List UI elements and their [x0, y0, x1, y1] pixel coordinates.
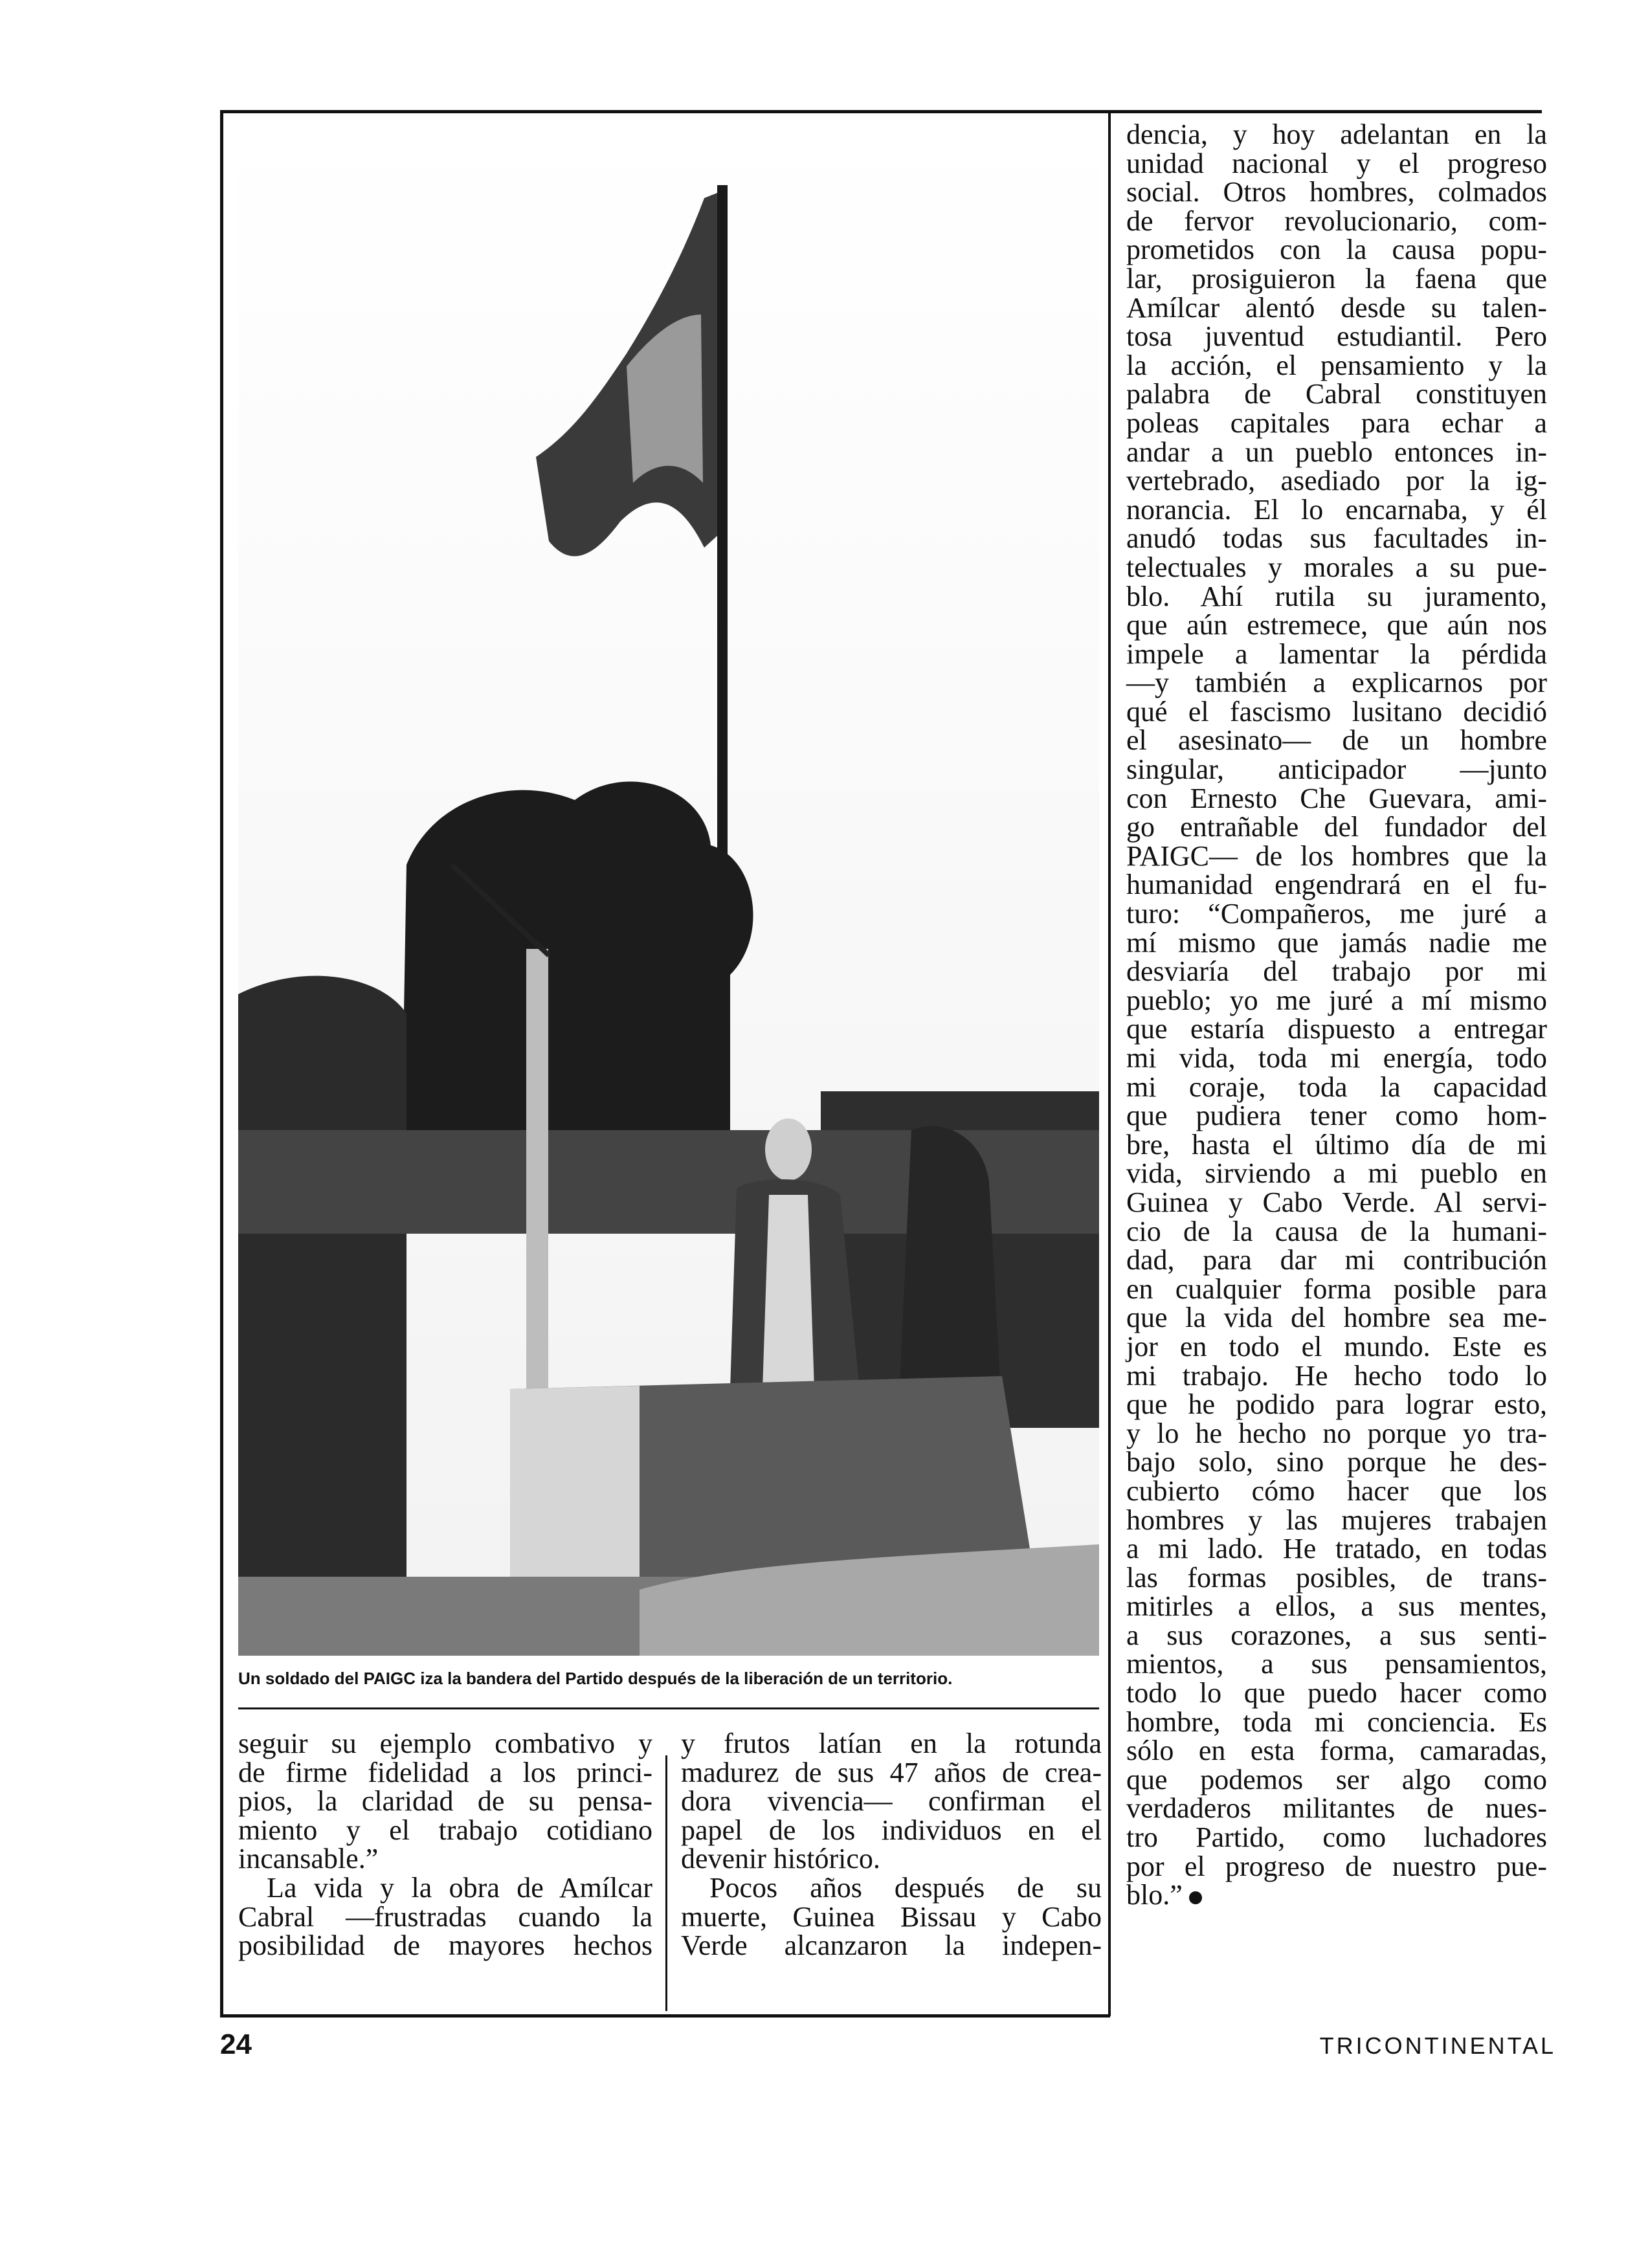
text-line: vida, sirviendo a mi pueblo en	[1126, 1157, 1547, 1190]
text-line: que pudiera tener como hom-	[1126, 1100, 1547, 1132]
text-line: poleas capitales para echar a	[1126, 406, 1547, 439]
text-line: con Ernesto Che Guevara, ami-	[1126, 782, 1547, 814]
text-line: blo. Ahí rutila su juramento,	[1126, 580, 1547, 612]
column-divider-right	[1108, 110, 1111, 2016]
text-line: bajo solo, sino porque he des-	[1126, 1446, 1547, 1478]
text-line: prometidos con la causa popu-	[1126, 234, 1547, 266]
text-line: singular, anticipador —junto	[1126, 753, 1547, 786]
text-line: mí mismo que jamás nadie me	[1126, 926, 1547, 959]
bottom-rule	[220, 2014, 1110, 2018]
text-line-final	[1126, 1881, 1547, 1910]
text-line: de fervor revolucionario, com-	[1126, 205, 1547, 237]
text-line: jor en todo el mundo. Este es	[1126, 1330, 1547, 1362]
text-line: muerte, Guinea Bissau y Cabo	[681, 1900, 1102, 1933]
text-line: La vida y la obra de Amílcar	[267, 1871, 652, 1904]
page-number: 24	[220, 2029, 252, 2060]
text-line: PAIGC— de los hombres que la	[1126, 839, 1547, 872]
text-line: por el progreso de nuestro pue-	[1126, 1850, 1547, 1882]
text-line: lar, prosiguieron la faena que	[1126, 262, 1547, 295]
text-line: Amílcar alentó desde su talen-	[1126, 291, 1547, 324]
text-line: todo lo que puedo hacer como	[1126, 1677, 1547, 1709]
text-line: tro Partido, como luchadores	[1126, 1821, 1547, 1854]
magazine-name: TRICONTINENTAL	[1319, 2032, 1556, 2059]
text-line: —y también a explicarnos por	[1126, 667, 1547, 699]
flag-raising-photo	[238, 120, 1099, 1656]
text-line: Guinea y Cabo Verde. Al servi-	[1126, 1186, 1547, 1218]
bottom-left-paragraph	[238, 1729, 652, 1961]
photo-illustration	[238, 120, 1099, 1656]
text-line: y frutos latían en la rotunda	[681, 1728, 1102, 1759]
text-line: cubierto cómo hacer que los	[1126, 1474, 1547, 1507]
text-line: que estaría dispuesto a entregar	[1126, 1013, 1547, 1045]
text-line: Verde alcanzaron la indepen-	[681, 1929, 1102, 1962]
text-line: hombres y las mujeres trabajen	[1126, 1504, 1547, 1536]
text-line: mi coraje, toda la capacidad	[1126, 1071, 1547, 1103]
text-line: que podemos ser algo como	[1126, 1763, 1547, 1796]
text-line: las formas posibles, de trans-	[1126, 1561, 1547, 1594]
text-line: papel de los individuos en el	[681, 1814, 1102, 1846]
text-line: incansable.”	[238, 1843, 379, 1875]
text-line: vertebrado, asediado por la ig-	[1126, 465, 1547, 497]
column-divider-middle	[665, 1755, 667, 2011]
text-line: posibilidad de mayores hechos	[238, 1929, 652, 1962]
text-line: pios, la claridad de su pensa-	[238, 1785, 652, 1818]
final-line-text: blo.”	[1126, 1879, 1183, 1911]
text-line: a mi lado. He tratado, en todas	[1126, 1533, 1547, 1565]
text-line: bre, hasta el último día de mi	[1126, 1128, 1547, 1161]
text-line: devenir histórico.	[681, 1843, 880, 1875]
text-line: mi trabajo. He hecho todo lo	[1126, 1359, 1547, 1392]
text-line: andar a un pueblo entonces in-	[1126, 436, 1547, 468]
text-line: cio de la causa de la humani-	[1126, 1215, 1547, 1247]
text-line: dencia, y hoy adelantan en la	[1126, 118, 1547, 150]
article-column-bottom-middle	[681, 1729, 1102, 1961]
text-line: mitirles a ellos, a sus mentes,	[1126, 1590, 1547, 1623]
photo-caption: Un soldado del PAIGC iza la bandera del Partido después de la liberación de un territorio.	[238, 1669, 953, 1688]
text-line: Pocos años después de su	[709, 1871, 1102, 1904]
text-line: norancia. El lo encarnaba, y él	[1126, 493, 1547, 526]
caption-rule	[238, 1707, 1099, 1709]
text-line: turo: “Compañeros, me juré a	[1126, 898, 1547, 930]
text-line: el asesinato— de un hombre	[1126, 724, 1547, 757]
text-line: que aún estremece, que aún nos	[1126, 609, 1547, 641]
top-rule	[220, 110, 1542, 113]
text-line: dad, para dar mi contribución	[1126, 1244, 1547, 1276]
text-line: humanidad engendrará en el fu-	[1126, 869, 1547, 901]
text-line: miento y el trabajo cotidiano	[238, 1814, 652, 1846]
text-line: hombre, toda mi conciencia. Es	[1126, 1706, 1547, 1738]
text-line: verdaderos militantes de nues-	[1126, 1792, 1547, 1825]
text-line: tosa juventud estudiantil. Pero	[1126, 320, 1547, 353]
text-line: desviaría del trabajo por mi	[1126, 955, 1547, 988]
text-line: anudó todas sus facultades in-	[1126, 522, 1547, 555]
text-line: social. Otros hombres, colmados	[1126, 176, 1547, 208]
text-line: y lo he hecho no porque yo tra-	[1126, 1417, 1547, 1449]
text-line: la acción, el pensamiento y la	[1126, 349, 1547, 381]
text-line: madurez de sus 47 años de crea-	[681, 1756, 1102, 1788]
text-line: unidad nacional y el progreso	[1126, 147, 1547, 179]
text-line: que la vida del hombre sea me-	[1126, 1302, 1547, 1334]
bottom-middle-paragraph	[681, 1729, 1102, 1961]
text-line: mientos, a sus pensamientos,	[1126, 1648, 1547, 1680]
text-line: seguir su ejemplo combativo y	[238, 1728, 652, 1759]
text-line: palabra de Cabral constituyen	[1126, 378, 1547, 410]
text-line: que he podido para lograr esto,	[1126, 1388, 1547, 1421]
text-line: go entrañable del fundador del	[1126, 811, 1547, 843]
text-line: sólo en esta forma, camaradas,	[1126, 1735, 1547, 1767]
text-line: mi vida, toda mi energía, todo	[1126, 1042, 1547, 1074]
text-line: qué el fascismo lusitano decidió	[1126, 695, 1547, 728]
text-line: impele a lamentar la pérdida	[1126, 638, 1547, 670]
article-column-right	[1126, 120, 1547, 1910]
article-column-bottom-left	[238, 1729, 652, 1961]
left-rule	[220, 110, 223, 2016]
end-of-article-bullet-icon	[1189, 1891, 1202, 1904]
text-line: Cabral —frustradas cuando la	[238, 1900, 652, 1933]
text-line: telectuales y morales a su pue-	[1126, 551, 1547, 583]
text-line: dora vivencia— confirman el	[681, 1785, 1102, 1818]
text-line: de firme fidelidad a los princi-	[238, 1756, 652, 1788]
text-line: en cualquier forma posible para	[1126, 1273, 1547, 1305]
text-line: a sus corazones, a sus senti-	[1126, 1619, 1547, 1651]
text-line: pueblo; yo me juré a mí mismo	[1126, 984, 1547, 1016]
right-column-paragraph	[1126, 120, 1547, 1910]
